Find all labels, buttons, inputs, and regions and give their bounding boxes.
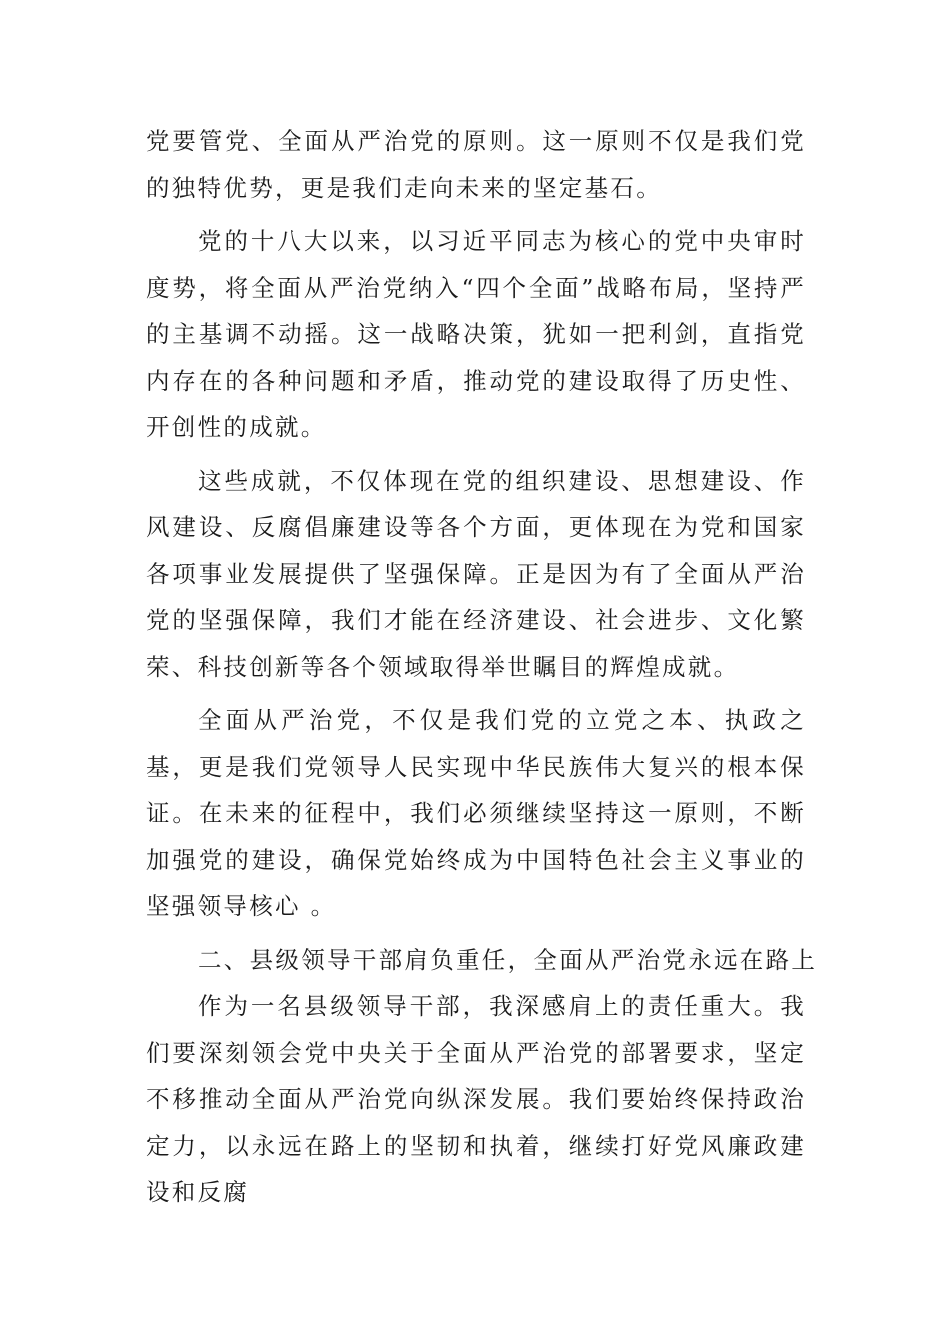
section-heading-county-leaders: 二、县级领导干部肩负重任，全面从严治党永远在路上 <box>198 945 818 974</box>
paragraph-continuation: 党要管党、全面从严治党的原则。这一原则不仅是我们党的独特优势，更是我们走向未来的坚定基石。 <box>146 127 806 202</box>
paragraph-achievements: 这些成就，不仅体现在党的组织建设、思想建设、作风建设、反腐倡廉建设等各个方面，更体现在为党和国家各项事业发展提供了坚强保障。正是因为有了全面从严治党的坚强保障，我们才能在经济建设、社会进步、文化繁荣、科技创新等各个领域取得举世瞩目的辉煌成就。 <box>146 466 806 681</box>
document-body <box>146 118 818 1216</box>
paragraph-since-18th-congress: 党的十八大以来，以习近平同志为核心的党中央审时度势，将全面从严治党纳入“四个全面”战略布局，坚持严的主基调不动摇。这一战略决策，犹如一把利剑，直指党内存在的各种问题和矛盾，推动党的建设取得了历史性、开创性的成就。 <box>146 227 806 441</box>
paragraph-fundamental-guarantee: 全面从严治党，不仅是我们党的立党之本、执政之基，更是我们党领导人民实现中华民族伟大复兴的根本保证。在未来的征程中，我们必须继续坚持这一原则，不断加强党的建设，确保党始终成为中国特色社会主义事业的坚强领导核心 。 <box>146 706 806 920</box>
paragraph-county-leader-duty: 作为一名县级领导干部，我深感肩上的责任重大。我们要深刻领会党中央关于全面从严治党的部署要求，坚定不移推动全面从严治党向纵深发展。我们要始终保持政治定力，以永远在路上的坚韧和执着，继续打好党风廉政建设和反腐 <box>146 992 806 1206</box>
